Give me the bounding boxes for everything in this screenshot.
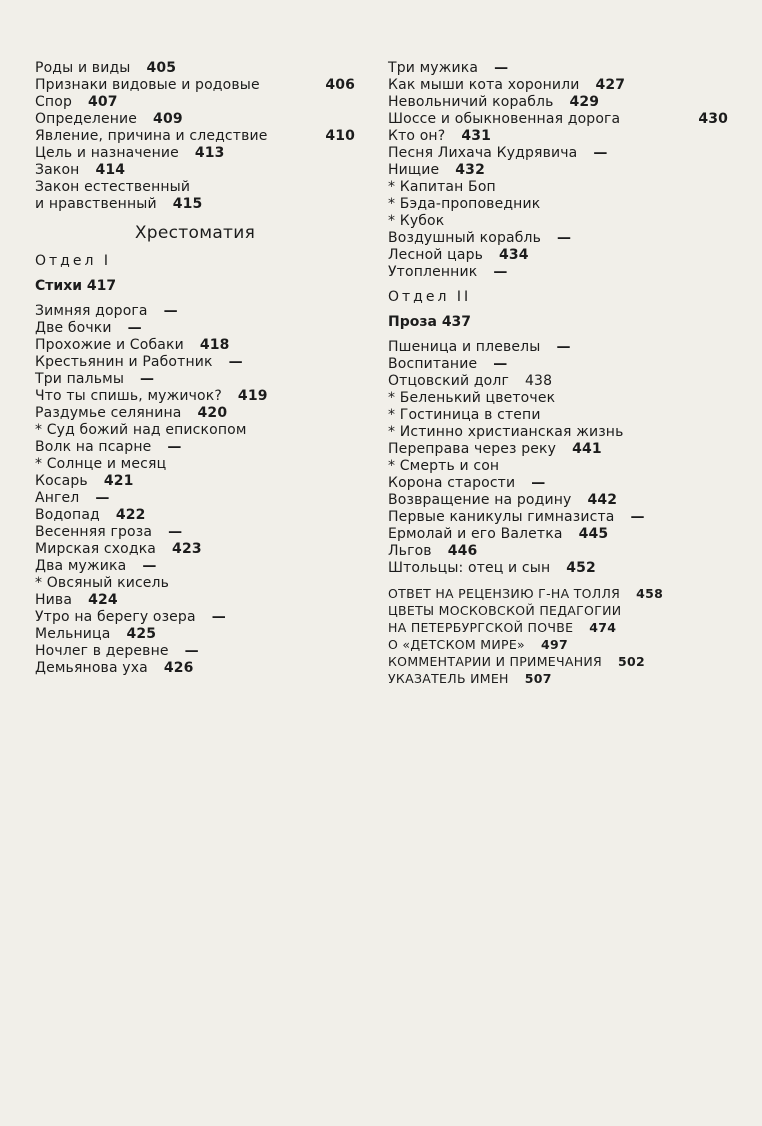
toc-entry [388, 77, 728, 94]
toc-entry-title: * Солнце и месяц [35, 456, 167, 472]
toc-entry [35, 388, 355, 405]
toc-entry [35, 575, 355, 592]
toc-entry [388, 213, 728, 230]
toc-list-poems-continued [388, 60, 728, 281]
toc-entry-title: Льгов [388, 543, 432, 559]
toc-entry-page: 430 [698, 111, 728, 127]
toc-entry [35, 439, 355, 456]
toc-entry-title: Переправа через реку [388, 441, 557, 457]
toc-entry-title: Определение [35, 111, 138, 127]
toc-entry [35, 60, 355, 77]
toc-entry-page: 474 [589, 620, 617, 635]
toc-entry-title: Первые каникулы гимназиста [388, 509, 615, 525]
toc-entry [35, 558, 355, 575]
toc-entry-page: — [556, 339, 571, 355]
section-heading: Хрестоматия [134, 223, 256, 243]
toc-entry-page: 425 [126, 626, 157, 642]
toc-entry-page: — [211, 609, 226, 625]
toc-entry-title: * Гостиница в степи [388, 407, 541, 423]
toc-entry [35, 128, 355, 145]
toc-entry-page: 497 [540, 637, 568, 652]
toc-entry [35, 643, 355, 660]
toc-entry-title: Демьянова уха [35, 660, 148, 676]
toc-entry-page: — [557, 230, 572, 246]
toc-entry-title: Песня Лихача Кудрявича [388, 145, 578, 161]
toc-entry-page: 406 [325, 77, 355, 93]
toc-entry [388, 543, 728, 560]
toc-entry-title: * Беленький цветочек [388, 390, 556, 406]
toc-entry-page: — [630, 509, 645, 525]
toc-entry [388, 441, 728, 458]
toc-entry [388, 653, 728, 670]
toc-entry-page: 427 [595, 77, 626, 93]
toc-entry-page: — [95, 490, 110, 506]
toc-entry [388, 475, 728, 492]
toc-entry-title: Два мужика [35, 558, 127, 574]
toc-entry [35, 592, 355, 609]
toc-entry-title: Кто он? [388, 128, 446, 144]
toc-entry [388, 264, 728, 281]
toc-entry [388, 560, 728, 577]
toc-entry-title: Ангел [35, 490, 80, 506]
toc-entry [388, 60, 728, 77]
toc-list-prose [388, 339, 728, 577]
toc-entry [35, 405, 355, 422]
toc-entry-page: 442 [587, 492, 618, 508]
toc-entry-title: Возвращение на родину [388, 492, 572, 508]
toc-entry [35, 371, 355, 388]
toc-entry-title: * Смерть и сон [388, 458, 500, 474]
toc-entry-title: Признаки видовые и родовые [35, 77, 260, 93]
toc-entry-page: — [493, 264, 508, 280]
toc-entry [388, 619, 728, 636]
toc-entry [388, 94, 728, 111]
toc-entry [388, 526, 728, 543]
toc-entry [35, 422, 355, 439]
poems-subheading: Стихи 417 [35, 278, 117, 294]
toc-entry [388, 636, 728, 653]
toc-entry-page: 507 [524, 671, 552, 686]
toc-entry-page: 409 [153, 111, 183, 127]
toc-entry-page: 452 [566, 560, 596, 576]
toc-entry [388, 247, 728, 264]
toc-entry-page: — [168, 524, 183, 540]
toc-entry-page: 410 [325, 128, 355, 144]
toc-entry-title: Шоссе и обыкновенная дорога [388, 111, 621, 127]
toc-entry-title: Пшеница и плевелы [388, 339, 541, 355]
toc-entry-title: Мельница [35, 626, 111, 642]
part-one-title: Отдел I [35, 253, 111, 269]
toc-entry [35, 94, 355, 111]
toc-entry-page: 407 [87, 94, 118, 110]
toc-entry [388, 458, 728, 475]
toc-entry-title: Ночлег в деревне [35, 643, 169, 659]
toc-entry-title: Воздушный корабль [388, 230, 542, 246]
toc-entry [35, 660, 355, 677]
toc-entry-page: 502 [618, 654, 646, 669]
toc-list-poems [35, 303, 355, 677]
toc-entry [388, 230, 728, 247]
toc-entry-title: Прохожие и Собаки [35, 337, 184, 353]
toc-entry-page: 423 [172, 541, 202, 557]
toc-entry [35, 145, 355, 162]
toc-entry [388, 339, 728, 356]
toc-entry-title: Косарь [35, 473, 88, 489]
toc-entry-page: — [167, 439, 182, 455]
toc-entry-title: НА ПЕТЕРБУРГСКОЙ ПОЧВЕ [388, 620, 574, 635]
toc-entry [388, 179, 728, 196]
toc-entry-page: — [140, 371, 155, 387]
toc-entry [35, 77, 355, 94]
toc-entry-title: Крестьянин и Работник [35, 354, 213, 370]
toc-entry [388, 407, 728, 424]
toc-entry [388, 373, 728, 390]
toc-entry [35, 507, 355, 524]
left-column [35, 60, 355, 677]
toc-entry-title: Водопад [35, 507, 100, 523]
toc-entry [388, 390, 728, 407]
toc-entry-page: — [493, 356, 508, 372]
toc-entry-title: КОММЕНТАРИИ И ПРИМЕЧАНИЯ [388, 654, 603, 669]
toc-entry [388, 509, 728, 526]
toc-entry-page: 432 [455, 162, 485, 178]
toc-entry [35, 303, 355, 320]
toc-entry [35, 111, 355, 128]
toc-entry [35, 337, 355, 354]
toc-entry [388, 602, 728, 619]
toc-entry-page: — [127, 320, 142, 336]
toc-entry-title: ЦВЕТЫ МОСКОВСКОЙ ПЕДАГОГИИ [388, 603, 622, 618]
toc-entry-title: Нива [35, 592, 73, 608]
toc-entry-title: Мирская сходка [35, 541, 157, 557]
toc-list-logic [35, 60, 355, 213]
toc-entry-title: Закон естественный [35, 179, 191, 195]
toc-list-appendix [388, 585, 728, 687]
toc-entry [388, 585, 728, 602]
toc-entry-page: — [531, 475, 546, 491]
toc-entry-page: — [184, 643, 199, 659]
toc-entry-page: 420 [197, 405, 228, 421]
toc-entry-page: — [142, 558, 157, 574]
toc-entry [35, 162, 355, 179]
toc-entry-title: Как мыши кота хоронили [388, 77, 580, 93]
toc-entry [35, 490, 355, 507]
toc-entry-title: ОТВЕТ НА РЕЦЕНЗИЮ Г-НА ТОЛЛЯ [388, 586, 621, 601]
toc-entry-page: 405 [146, 60, 177, 76]
toc-entry-page: 421 [103, 473, 134, 489]
toc-entry [35, 541, 355, 558]
toc-entry-page: 446 [447, 543, 478, 559]
part-two-title: Отдел II [388, 289, 472, 305]
toc-entry-title: * Истинно христианская жизнь [388, 424, 624, 440]
toc-entry-title: Роды и виды [35, 60, 131, 76]
toc-entry-page: 431 [461, 128, 491, 144]
toc-entry [35, 524, 355, 541]
toc-entry-title: Весенняя гроза [35, 524, 153, 540]
toc-entry [388, 128, 728, 145]
toc-entry-title: Спор [35, 94, 72, 110]
toc-entry [388, 111, 728, 128]
toc-entry-title: Ермолай и его Валетка [388, 526, 563, 542]
toc-entry-title: О «ДЕТСКОМ МИРЕ» [388, 637, 525, 652]
toc-entry-title: Две бочки [35, 320, 112, 336]
toc-entry-page: — [163, 303, 178, 319]
toc-entry-title: Зимняя дорога [35, 303, 148, 319]
right-column [388, 60, 728, 687]
toc-entry-page: 424 [88, 592, 118, 608]
toc-entry-page: 426 [163, 660, 194, 676]
prose-subheading: Проза 437 [388, 314, 472, 330]
toc-entry-page: 415 [172, 196, 203, 212]
toc-entry-title: Утро на берегу озера [35, 609, 196, 625]
toc-entry-page: — [228, 354, 243, 370]
toc-entry-page: 414 [95, 162, 126, 178]
toc-entry-page: 418 [199, 337, 230, 353]
toc-entry-page: 445 [578, 526, 609, 542]
toc-entry [35, 473, 355, 490]
toc-entry [35, 196, 355, 213]
toc-entry [35, 456, 355, 473]
toc-entry-page: 419 [237, 388, 268, 404]
toc-entry-page: — [494, 60, 509, 76]
toc-entry-title: Невольничий корабль [388, 94, 554, 110]
toc-entry-title: * Овсяный кисель [35, 575, 170, 591]
toc-entry-title: и нравственный [35, 196, 157, 212]
toc-entry-title: * Кубок [388, 213, 445, 229]
toc-entry-title: * Суд божий над епископом [35, 422, 247, 438]
toc-entry-title: Корона старости [388, 475, 516, 491]
toc-entry-title: Штольцы: отец и сын [388, 560, 551, 576]
toc-entry-title: * Бэда-проповедник [388, 196, 541, 212]
toc-entry-page: 422 [115, 507, 146, 523]
toc-entry-page: 434 [499, 247, 529, 263]
toc-entry-title: * Капитан Боп [388, 179, 496, 195]
toc-entry-title: Три мужика [388, 60, 479, 76]
toc-entry [388, 196, 728, 213]
toc-entry-title: УКАЗАТЕЛЬ ИМЕН [388, 671, 509, 686]
toc-entry [388, 162, 728, 179]
toc-entry-title: Лесной царь [388, 247, 484, 263]
toc-entry [388, 356, 728, 373]
toc-entry [35, 626, 355, 643]
toc-entry [388, 492, 728, 509]
toc-entry [35, 354, 355, 371]
toc-entry-page: 429 [569, 94, 600, 110]
toc-entry [388, 145, 728, 162]
toc-entry-title: Воспитание [388, 356, 478, 372]
toc-entry-title: Отцовский долг [388, 373, 509, 389]
toc-entry-page: 438 [524, 373, 553, 389]
toc-entry-page: 458 [636, 586, 664, 601]
toc-entry-page: — [593, 145, 608, 161]
toc-entry-title: Раздумье селянина [35, 405, 182, 421]
toc-entry-page: 441 [572, 441, 602, 457]
toc-entry [388, 670, 728, 687]
toc-entry-title: Три пальмы [35, 371, 125, 387]
toc-entry [35, 320, 355, 337]
toc-entry-title: Нищие [388, 162, 440, 178]
toc-entry [35, 179, 355, 196]
toc-entry-title: Явление, причина и следствие [35, 128, 268, 144]
toc-entry [35, 609, 355, 626]
toc-entry-page: 413 [194, 145, 225, 161]
toc-entry-title: Закон [35, 162, 80, 178]
toc-entry-title: Утопленник [388, 264, 478, 280]
toc-entry-title: Что ты спишь, мужичок? [35, 388, 222, 404]
toc-entry-title: Цель и назначение [35, 145, 179, 161]
toc-entry-title: Волк на псарне [35, 439, 152, 455]
toc-entry [388, 424, 728, 441]
